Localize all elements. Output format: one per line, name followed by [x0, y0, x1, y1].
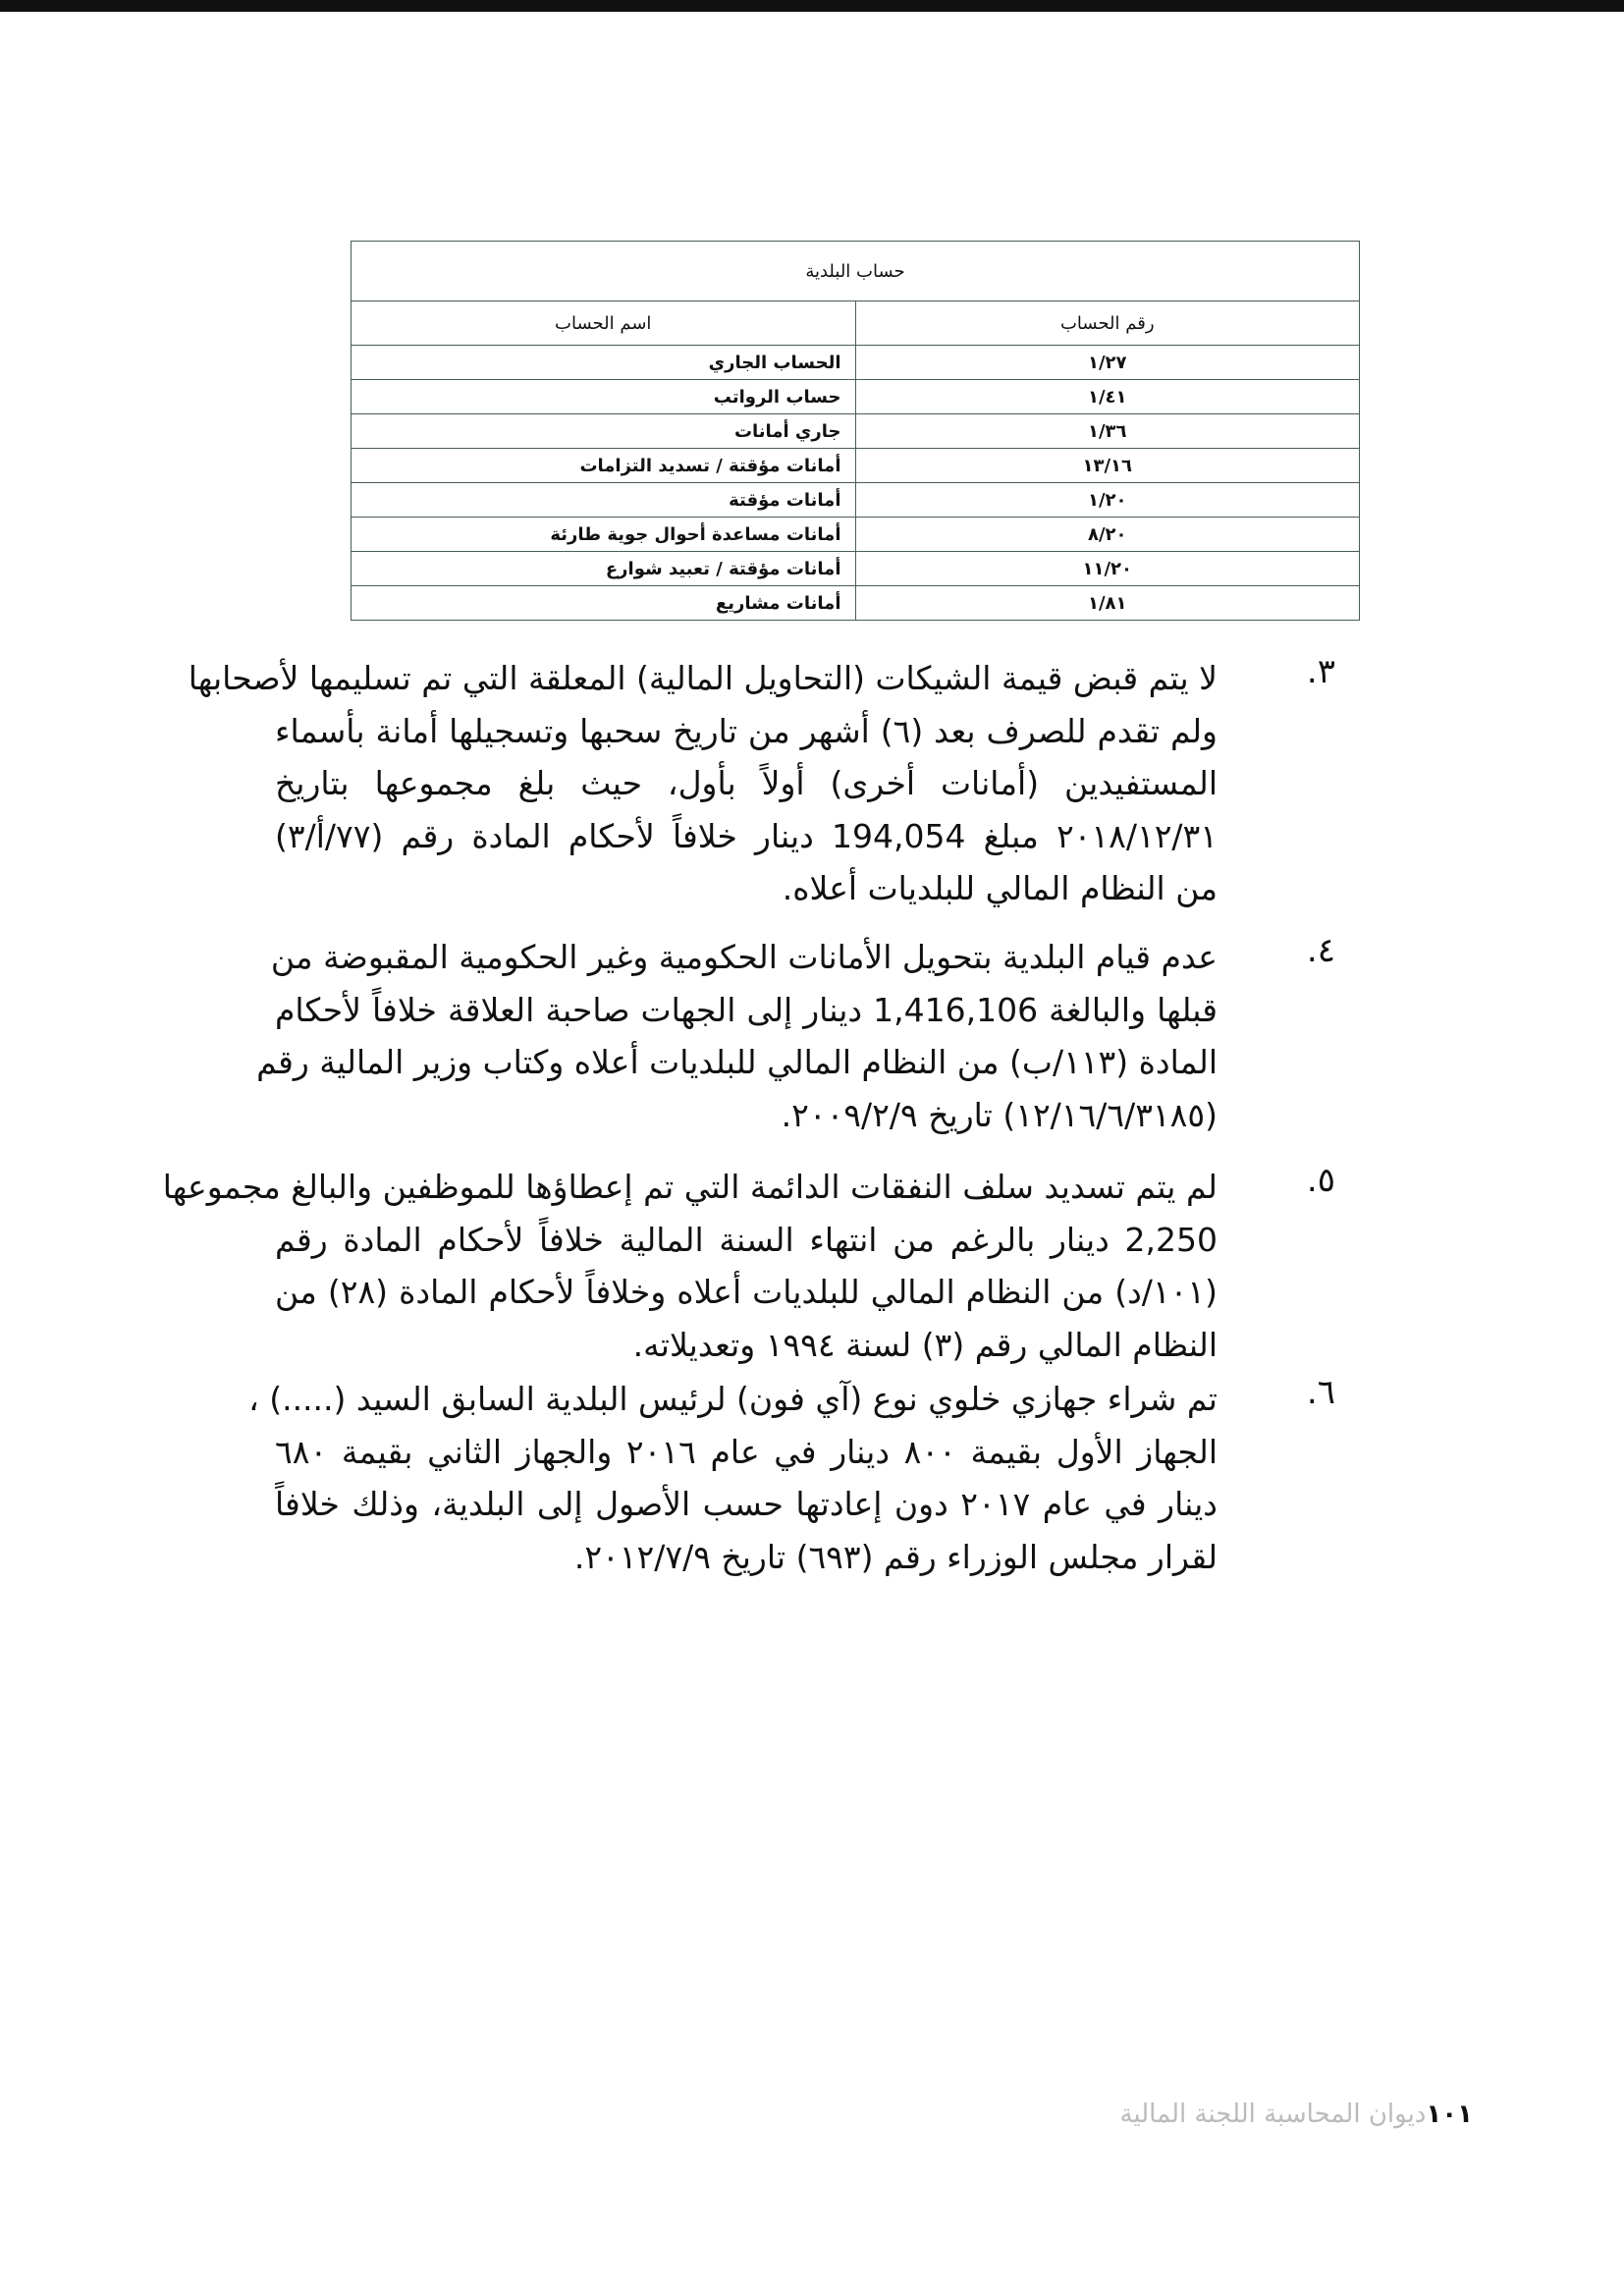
page-footer	[815, 2100, 1473, 2129]
account-number: ١/٤١	[855, 380, 1360, 414]
table-row	[352, 518, 1360, 552]
paragraph-line: ولم تقدم للصرف بعد (٦) أشهر من تاريخ سحبها وتسجيلها أمانة بأسماء	[275, 711, 1218, 750]
paragraph-line: المادة (١١٣/ب) من النظام المالي للبلديات أعلاه وكتاب وزير المالية رقم	[256, 1043, 1218, 1081]
table-title: حساب البلدية	[352, 242, 1360, 301]
finding-item	[248, 1373, 1335, 1583]
paragraph-line: دينار في عام ٢٠١٧ دون إعادتها حسب الأصول إلى البلدية، وذلك خلافاً	[275, 1485, 1218, 1523]
scan-top-border	[0, 0, 1624, 12]
table-row	[352, 414, 1360, 449]
item-number: ٥.	[1306, 1161, 1335, 1200]
paragraph-line: الجهاز الأول بقيمة ٨٠٠ دينار في عام ٢٠١٦ والجهاز الثاني بقيمة ٦٨٠	[275, 1432, 1218, 1471]
item-number: ٣.	[1306, 652, 1335, 691]
table-row	[352, 586, 1360, 621]
account-name: أمانات مشاريع	[352, 586, 856, 621]
account-name: أمانات مؤقتة / تعبيد شوارع	[352, 552, 856, 586]
paragraph-line: (١٢/١٦/٦/٣١٨٥) تاريخ ٢٠٠٩/٢/٩.	[781, 1095, 1218, 1134]
table-row	[352, 346, 1360, 380]
paragraph-line: 2,250 دينار بالرغم من انتهاء السنة المالية خلافاً لأحكام المادة رقم	[275, 1220, 1218, 1259]
table-row	[352, 449, 1360, 483]
account-number: ١١/٢٠	[855, 552, 1360, 586]
account-name: أمانات مؤقتة / تسديد التزامات	[352, 449, 856, 483]
paragraph-line: من النظام المالي للبلديات أعلاه.	[782, 869, 1218, 907]
item-number: ٤.	[1306, 931, 1335, 970]
paragraph-line: لقرار مجلس الوزراء رقم (٦٩٣) تاريخ ٢٠١٢/٧/٩.	[573, 1537, 1218, 1576]
header-account-name: اسم الحساب	[352, 301, 856, 346]
account-number: ١/٣٦	[855, 414, 1360, 449]
item-number: ٦.	[1306, 1373, 1335, 1412]
paragraph-line: لا يتم قبض قيمة الشيكات (التحاويل المالية) المعلقة التي تم تسليمها لأصحابها	[188, 659, 1218, 697]
paragraph-line: لم يتم تسديد سلف النفقات الدائمة التي تم إعطاؤها للموظفين والبالغ مجموعها	[162, 1168, 1218, 1206]
account-name: الحساب الجاري	[352, 346, 856, 380]
finding-item	[162, 1161, 1335, 1371]
paragraph-line: عدم قيام البلدية بتحويل الأمانات الحكومية وغير الحكومية المقبوضة من	[270, 938, 1218, 976]
account-name: جاري أمانات	[352, 414, 856, 449]
finding-item	[188, 652, 1335, 915]
table-row	[352, 552, 1360, 586]
account-name: حساب الرواتب	[352, 380, 856, 414]
footer-text: ديوان المحاسبة اللجنة المالية	[1119, 2100, 1427, 2129]
page-number: ١٠١	[1426, 2100, 1473, 2129]
table-row	[352, 380, 1360, 414]
header-account-number: رقم الحساب	[855, 301, 1360, 346]
account-name: أمانات مؤقتة	[352, 483, 856, 518]
paragraph-line: المستفيدين (أمانات أخرى) أولاً بأول، حيث بلغ مجموعها بتاريخ	[275, 764, 1218, 802]
account-number: ٨/٢٠	[855, 518, 1360, 552]
paragraph-line: النظام المالي رقم (٣) لسنة ١٩٩٤ وتعديلاته.	[632, 1325, 1218, 1364]
account-number: ١٣/١٦	[855, 449, 1360, 483]
account-number: ١/٢٠	[855, 483, 1360, 518]
paragraph-line: (١٠١/د) من النظام المالي للبلديات أعلاه وخلافاً لأحكام المادة (٢٨) من	[275, 1273, 1218, 1311]
municipality-accounts-table	[351, 241, 1360, 621]
account-number: ١/٢٧	[855, 346, 1360, 380]
finding-item	[256, 931, 1335, 1141]
table-row	[352, 483, 1360, 518]
account-number: ١/٨١	[855, 586, 1360, 621]
paragraph-line: تم شراء جهازي خلوي نوع (آي فون) لرئيس البلدية السابق السيد (.....) ،	[248, 1380, 1218, 1418]
paragraph-line: ٢٠١٨/١٢/٣١ مبلغ 194,054 دينار خلافاً لأحكام المادة رقم (٧٧/أ/٣)	[275, 816, 1218, 855]
account-name: أمانات مساعدة أحوال جوية طارئة	[352, 518, 856, 552]
paragraph-line: قبلها والبالغة 1,416,106 دينار إلى الجهات صاحبة العلاقة خلافاً لأحكام	[275, 990, 1218, 1029]
